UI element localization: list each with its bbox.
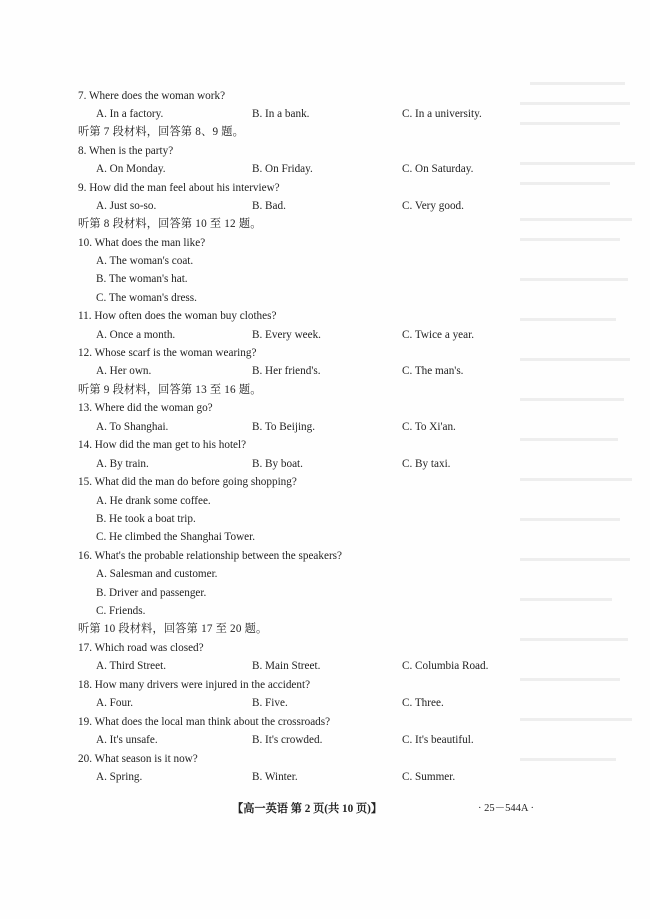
- q8-option-a: A. On Monday.: [96, 163, 166, 175]
- question-11: 11. How often does the woman buy clothes?: [78, 310, 277, 322]
- q15-option-c: C. He climbed the Shanghai Tower.: [96, 531, 256, 543]
- q20-option-c: C. Summer.: [402, 771, 456, 783]
- q18-option-c: C. Three.: [402, 697, 444, 709]
- q12-option-b: B. Her friend's.: [252, 365, 321, 377]
- section-7-instruction: 听第 7 段材料，回答第 8、9 题。: [78, 126, 245, 138]
- q10-option-c: C. The woman's dress.: [96, 292, 197, 304]
- q20-option-b: B. Winter.: [252, 771, 298, 783]
- q15-option-a: A. He drank some coffee.: [96, 495, 211, 507]
- question-8: 8. When is the party?: [78, 145, 174, 157]
- q12-option-c: C. The man's.: [402, 365, 464, 377]
- q19-option-a: A. It's unsafe.: [96, 734, 158, 746]
- q9-option-c: C. Very good.: [402, 200, 464, 212]
- q13-option-b: B. To Beijing.: [252, 421, 316, 433]
- q13-option-a: A. To Shanghai.: [96, 421, 169, 433]
- q8-option-c: C. On Saturday.: [402, 163, 474, 175]
- q11-option-b: B. Every week.: [252, 329, 321, 341]
- q14-option-b: B. By boat.: [252, 458, 303, 470]
- q11-option-a: A. Once a month.: [96, 329, 176, 341]
- q19-option-c: C. It's beautiful.: [402, 734, 474, 746]
- q14-option-a: A. By train.: [96, 458, 149, 470]
- q9-option-b: B. Bad.: [252, 200, 286, 212]
- question-18: 18. How many drivers were injured in the accident?: [78, 679, 311, 691]
- question-13: 13. Where did the woman go?: [78, 402, 213, 414]
- q16-option-b: B. Driver and passenger.: [96, 587, 207, 599]
- q7-option-a: A. In a factory.: [96, 108, 164, 120]
- question-15: 15. What did the man do before going shopping?: [78, 476, 297, 488]
- page-footer-label: 【高一英语 第 2 页(共 10 页)】: [232, 803, 383, 815]
- q14-option-c: C. By taxi.: [402, 458, 451, 470]
- section-10-instruction: 听第 10 段材料，回答第 17 至 20 题。: [78, 623, 268, 635]
- q17-option-c: C. Columbia Road.: [402, 660, 489, 672]
- question-16: 16. What's the probable relationship between the speakers?: [78, 550, 343, 562]
- q16-option-c: C. Friends.: [96, 605, 146, 617]
- q12-option-a: A. Her own.: [96, 365, 152, 377]
- question-9: 9. How did the man feel about his interview?: [78, 182, 280, 194]
- q10-option-b: B. The woman's hat.: [96, 273, 188, 285]
- section-9-instruction: 听第 9 段材料，回答第 13 至 16 题。: [78, 384, 262, 396]
- q9-option-a: A. Just so-so.: [96, 200, 157, 212]
- q17-option-a: A. Third Street.: [96, 660, 167, 672]
- question-20: 20. What season is it now?: [78, 753, 198, 765]
- q8-option-b: B. On Friday.: [252, 163, 313, 175]
- q17-option-b: B. Main Street.: [252, 660, 321, 672]
- q11-option-c: C. Twice a year.: [402, 329, 475, 341]
- section-8-instruction: 听第 8 段材料，回答第 10 至 12 题。: [78, 218, 262, 230]
- question-7: 7. Where does the woman work?: [78, 90, 226, 102]
- q20-option-a: A. Spring.: [96, 771, 143, 783]
- question-14: 14. How did the man get to his hotel?: [78, 439, 247, 451]
- q10-option-a: A. The woman's coat.: [96, 255, 194, 267]
- q7-option-b: B. In a bank.: [252, 108, 310, 120]
- exam-code: · 25－544A ·: [478, 803, 534, 814]
- q19-option-b: B. It's crowded.: [252, 734, 323, 746]
- q13-option-c: C. To Xi'an.: [402, 421, 456, 433]
- q15-option-b: B. He took a boat trip.: [96, 513, 196, 525]
- q18-option-a: A. Four.: [96, 697, 133, 709]
- question-19: 19. What does the local man think about the crossroads?: [78, 716, 331, 728]
- q16-option-a: A. Salesman and customer.: [96, 568, 218, 580]
- question-12: 12. Whose scarf is the woman wearing?: [78, 347, 257, 359]
- q7-option-c: C. In a university.: [402, 108, 482, 120]
- question-10: 10. What does the man like?: [78, 237, 206, 249]
- question-17: 17. Which road was closed?: [78, 642, 204, 654]
- q18-option-b: B. Five.: [252, 697, 288, 709]
